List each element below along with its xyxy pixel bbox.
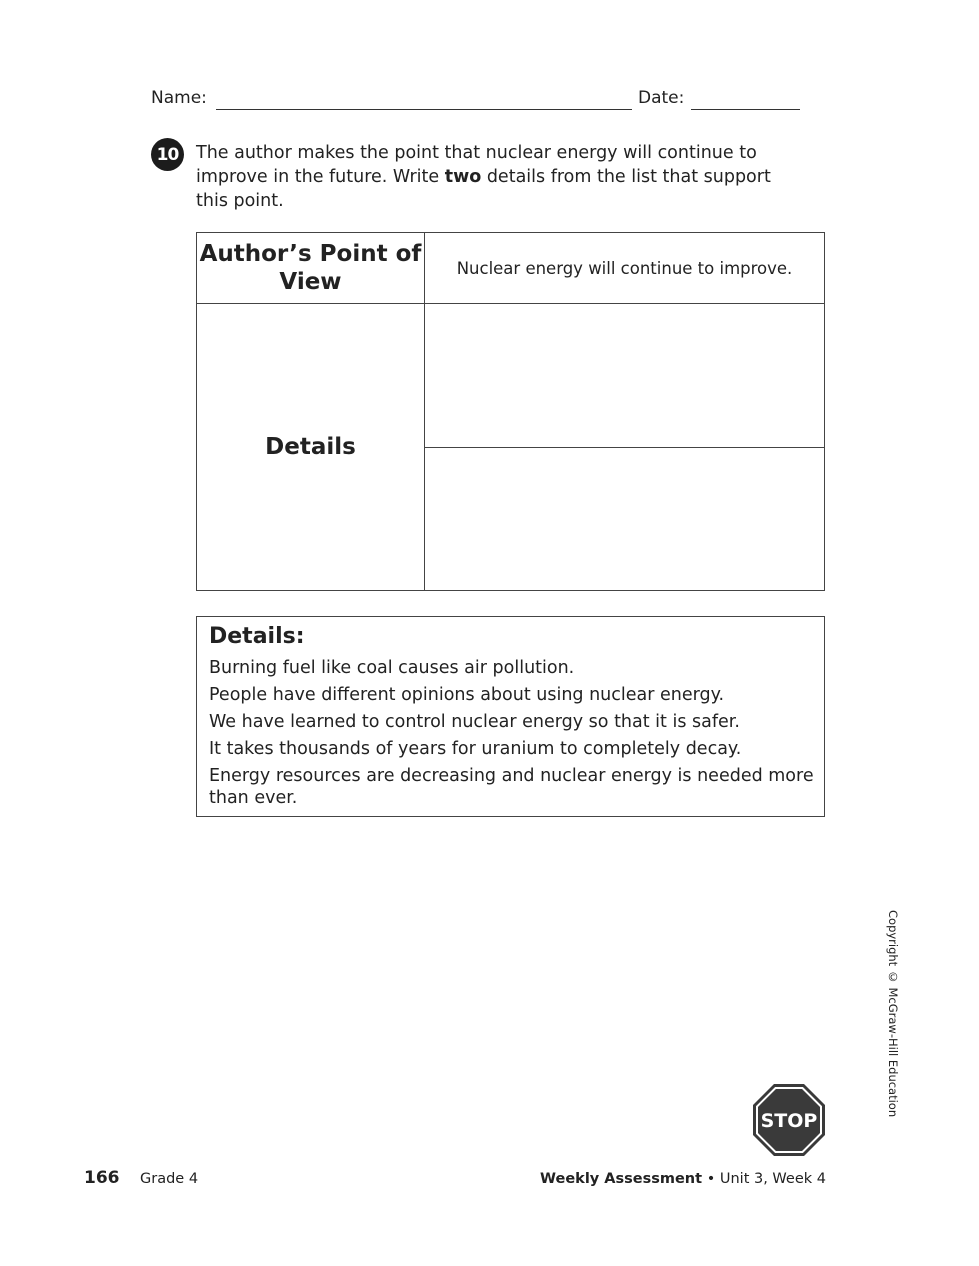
question-text-bold: two	[444, 167, 482, 187]
list-item: We have learned to control nuclear energy so that it is safer.	[209, 712, 740, 732]
footer-separator: •	[706, 1171, 716, 1187]
list-item: Energy resources are decreasing and nuclear energy is needed more than ever.	[209, 766, 814, 808]
question-prompt	[196, 141, 796, 213]
question-number-badge: 10	[151, 138, 184, 171]
copyright-notice: Copyright © McGraw-Hill Education	[886, 910, 900, 1118]
name-date-row	[151, 88, 801, 112]
date-label: Date:	[638, 88, 685, 108]
details-list	[209, 657, 819, 814]
details-heading: Details	[265, 434, 356, 460]
details-list-title: Details:	[209, 624, 305, 649]
list-item: People have different opinions about using nuclear energy.	[209, 685, 725, 705]
stop-sign-icon	[752, 1083, 826, 1157]
date-field[interactable]	[691, 109, 800, 110]
stop-label: STOP	[760, 1110, 818, 1132]
pov-heading: Author’s Point of View	[199, 241, 422, 295]
table-divider-details	[424, 447, 824, 448]
point-of-view-table	[196, 232, 825, 591]
detail-answer-box-2[interactable]	[426, 449, 822, 590]
detail-answer-box-1[interactable]	[426, 305, 822, 446]
list-item: It takes thousands of years for uranium to completely decay.	[209, 739, 742, 759]
list-item: Burning fuel like coal causes air pollution.	[209, 658, 575, 678]
name-label: Name:	[151, 88, 207, 108]
assessment-info	[540, 1171, 826, 1187]
question-text-part1: The author makes the point that nuclear energy will continue to improve in the future. Write	[196, 143, 757, 187]
question-text-part2: details from the list that support this point.	[196, 167, 771, 211]
page-footer	[84, 1168, 826, 1192]
details-list-box	[196, 616, 825, 817]
page-number: 166	[84, 1168, 120, 1188]
assessment-title: Weekly Assessment	[540, 1171, 703, 1187]
name-field[interactable]	[216, 109, 632, 110]
grade-label: Grade 4	[140, 1171, 199, 1187]
pov-statement: Nuclear energy will continue to improve.	[456, 258, 793, 278]
unit-week-label: Unit 3, Week 4	[719, 1171, 826, 1187]
